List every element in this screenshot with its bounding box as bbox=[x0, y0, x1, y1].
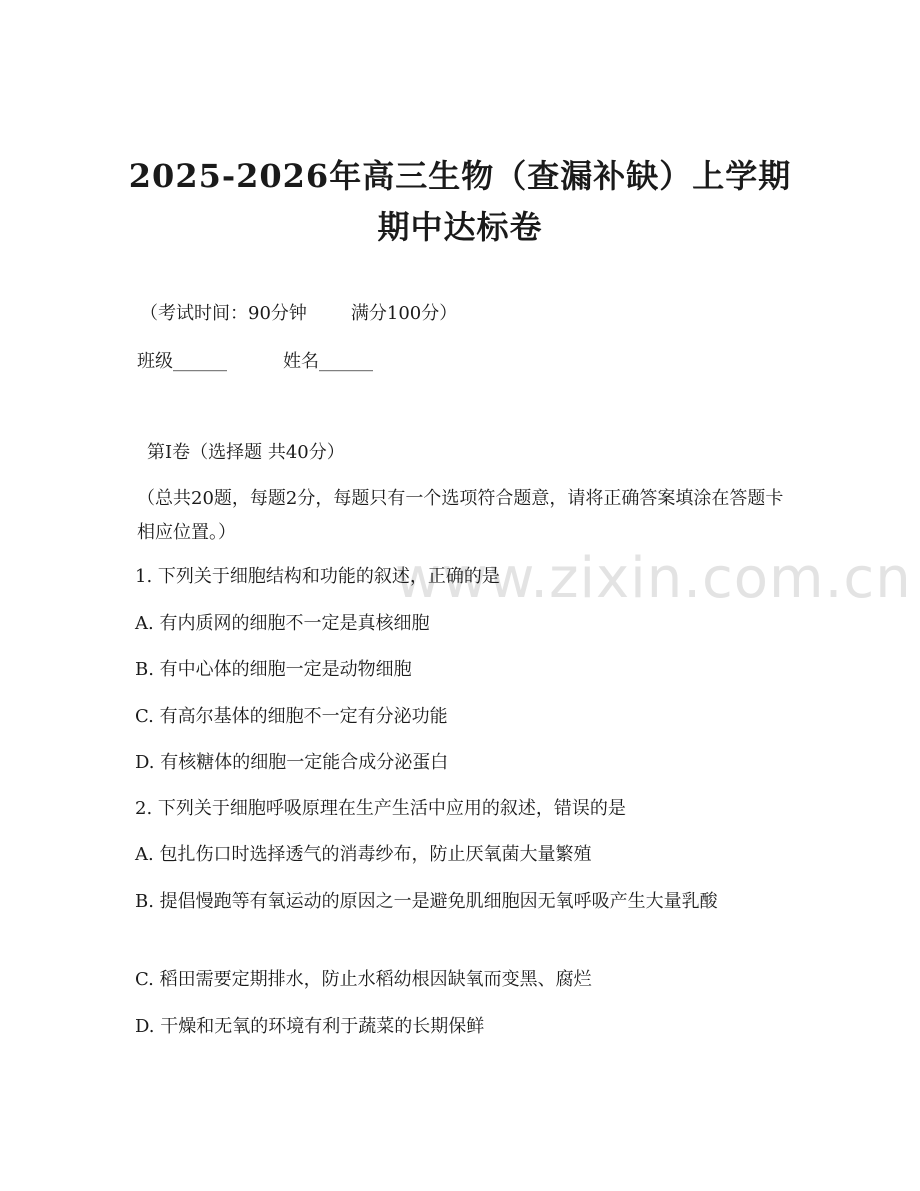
student-info bbox=[137, 350, 373, 374]
title-line-2: 期中达标卷 bbox=[377, 208, 543, 246]
exam-time: （考试时间：90分钟 bbox=[140, 303, 307, 324]
question-2-stem: 2. 下列关于细胞呼吸原理在生产生活中应用的叙述，错误的是 bbox=[135, 798, 626, 819]
section-instructions: （总共20题，每题2分，每题只有一个选项符合题意，请将正确答案填涂在答题卡相应位置。） bbox=[137, 488, 784, 543]
question-1-option-c: C. 有高尔基体的细胞不一定有分泌功能 bbox=[135, 706, 448, 727]
question-1-option-a: A. 有内质网的细胞不一定是真核细胞 bbox=[135, 613, 430, 634]
question-1-option-d: D. 有核糖体的细胞一定能合成分泌蛋白 bbox=[135, 752, 449, 773]
question-2-option-b: B. 提倡慢跑等有氧运动的原因之一是避免肌细胞因无氧呼吸产生大量乳酸 bbox=[135, 891, 718, 912]
question-2-option-a: A. 包扎伤口时选择透气的消毒纱布，防止厌氧菌大量繁殖 bbox=[135, 844, 592, 865]
question-2-option-c: C. 稻田需要定期排水，防止水稻幼根因缺氧而变黑、腐烂 bbox=[135, 969, 592, 990]
name-field: 姓名______ bbox=[283, 351, 373, 372]
section-header: 第Ⅰ卷（选择题 共40分） bbox=[147, 442, 345, 463]
class-field: 班级______ bbox=[137, 351, 227, 372]
question-1-option-b: B. 有中心体的细胞一定是动物细胞 bbox=[135, 659, 412, 680]
exam-full-score: 满分100分） bbox=[350, 303, 458, 324]
exam-info bbox=[140, 302, 457, 326]
question-1-stem: 1. 下列关于细胞结构和功能的叙述，正确的是 bbox=[135, 566, 500, 587]
title-line-1: 2025-2026年高三生物（查漏补缺）上学期 bbox=[128, 157, 792, 195]
question-2-option-d: D. 干燥和无氧的环境有利于蔬菜的长期保鲜 bbox=[135, 1016, 485, 1037]
watermark: www.zixin.com.cn bbox=[395, 546, 912, 611]
